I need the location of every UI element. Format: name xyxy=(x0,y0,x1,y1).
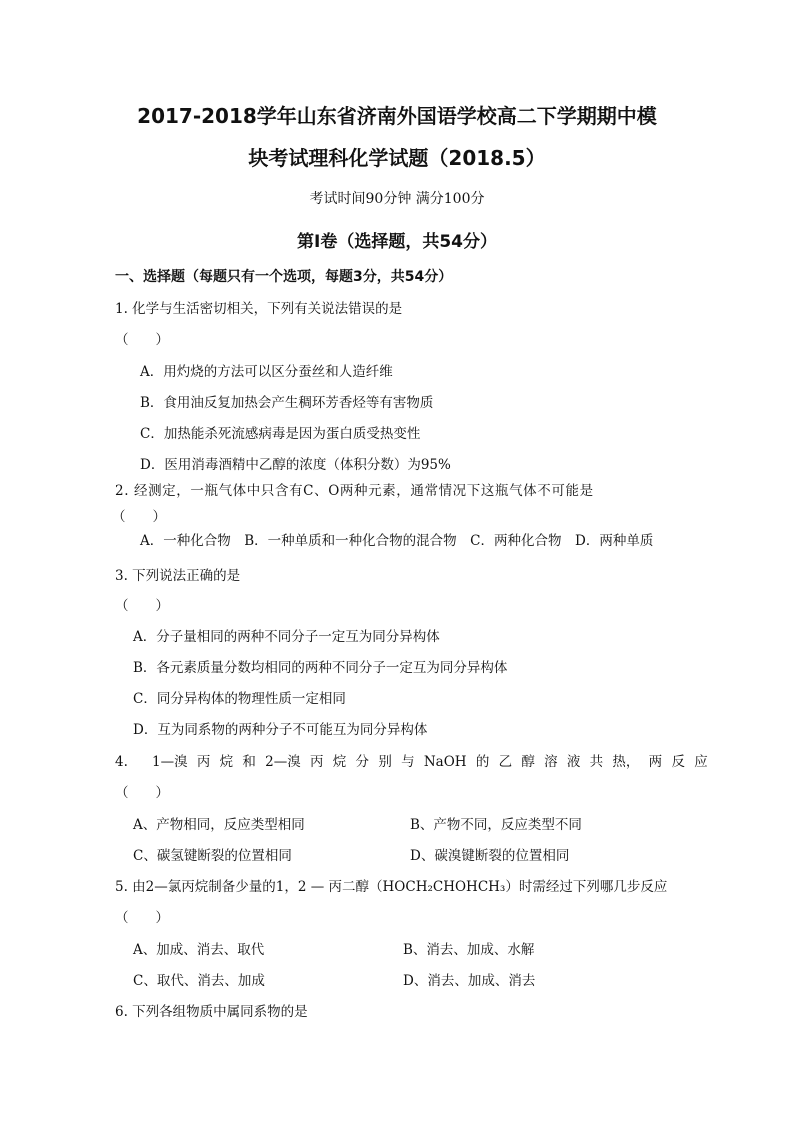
q4-stem-word: 乙 xyxy=(498,754,513,770)
q4-answer-blank: （ ） xyxy=(115,785,169,801)
q4-stem-word: 液 xyxy=(566,754,581,770)
q1-option-b: B．食用油反复加热会产生稠环芳香烃等有害物质 xyxy=(140,395,434,411)
q4-stem-word: 烷 xyxy=(219,754,234,770)
q3-option-d: D．互为同系物的两种分子不可能互为同分异构体 xyxy=(133,722,428,738)
q4-number: 4. xyxy=(115,754,128,770)
q3-answer-blank: （ ） xyxy=(115,598,169,614)
q4-option-a: A、产物相同，反应类型相同 xyxy=(133,817,305,833)
q4-stem-word: NaOH xyxy=(423,754,467,770)
q4-stem-word: 共 xyxy=(589,754,604,770)
q4-stem-word: 别 xyxy=(378,754,392,770)
section-heading: 一、选择题（每题只有一个选项，每题3分，共54分） xyxy=(115,269,453,285)
exam-info: 考试时间90分钟 满分100分 xyxy=(309,191,485,207)
q4-stem-word: 烷 xyxy=(332,754,347,770)
q3-option-b: B．各元素质量分数均相同的两种不同分子一定互为同分异构体 xyxy=(133,660,508,676)
q4-stem-word: 2—溴 xyxy=(265,754,301,770)
q4-stem-word: 两 xyxy=(648,754,663,770)
q4-stem-word: 分 xyxy=(355,754,370,770)
exam-title-line-1: 2017-2018学年山东省济南外国语学校高二下学期期中模 xyxy=(137,104,657,128)
q4-stem-word: 的 xyxy=(475,754,490,770)
q4-stem-word: 与 xyxy=(401,754,415,770)
q4-stem-word: 反 xyxy=(671,754,685,770)
q5-option-a: A、加成、消去、取代 xyxy=(133,942,265,958)
q5-option-d: D、消去、加成、消去 xyxy=(403,973,536,989)
q4-stem-word: 溶 xyxy=(544,754,558,770)
q2-stem: 2. 经测定，一瓶气体中只含有C、O两种元素，通常情况下这瓶气体不可能是 xyxy=(115,483,594,499)
q1-option-c: C．加热能杀死流感病毒是因为蛋白质受热变性 xyxy=(140,426,421,442)
q2-answer-blank: （ ） xyxy=(112,509,166,525)
volume-title: 第Ⅰ卷（选择题，共54分） xyxy=(297,232,497,252)
q1-option-d: D．医用消毒酒精中乙醇的浓度（体积分数）为95% xyxy=(140,457,451,473)
q2-options: A．一种化合物 B．一种单质和一种化合物的混合物 C．两种化合物 D．两种单质 xyxy=(140,533,654,549)
q3-option-a: A．分子量相同的两种不同分子一定互为同分异构体 xyxy=(133,629,440,645)
q3-option-c: C．同分异构体的物理性质一定相同 xyxy=(133,691,346,707)
q4-stem-word: 应 xyxy=(694,754,708,770)
q1-answer-blank: （ ） xyxy=(115,332,169,348)
q4-stem-word: 丙 xyxy=(196,754,211,770)
q4-option-d: D、碳溴键断裂的位置相同 xyxy=(410,848,570,864)
q4-option-b: B、产物不同，反应类型不同 xyxy=(410,817,582,833)
q5-option-b: B、消去、加成、水解 xyxy=(403,942,535,958)
q1-option-a: A．用灼烧的方法可以区分蚕丝和人造纤维 xyxy=(140,364,393,380)
q4-stem-word: 1—溴 xyxy=(152,754,188,770)
q4-stem-word: 热， xyxy=(612,754,640,770)
q1-stem: 1. 化学与生活密切相关，下列有关说法错误的是 xyxy=(115,301,403,317)
q4-stem-word: 和 xyxy=(242,754,256,770)
q4-option-c: C、碳氢键断裂的位置相同 xyxy=(133,848,292,864)
exam-title-line-2: 块考试理科化学试题（2018.5） xyxy=(248,146,546,170)
q4-stem-word: 醇 xyxy=(521,754,535,770)
q6-stem: 6. 下列各组物质中属同系物的是 xyxy=(115,1004,308,1020)
q5-option-c: C、取代、消去、加成 xyxy=(133,973,265,989)
q4-stem xyxy=(152,753,708,771)
q4-stem-word: 丙 xyxy=(310,754,324,770)
q5-answer-blank: （ ） xyxy=(115,910,169,926)
q5-stem: 5. 由2—氯丙烷制备少量的1，2 — 丙二醇（HOCH₂CHOHCH₃）时需经过下列哪几步反应 xyxy=(115,879,668,895)
q3-stem: 3. 下列说法正确的是 xyxy=(115,568,241,584)
